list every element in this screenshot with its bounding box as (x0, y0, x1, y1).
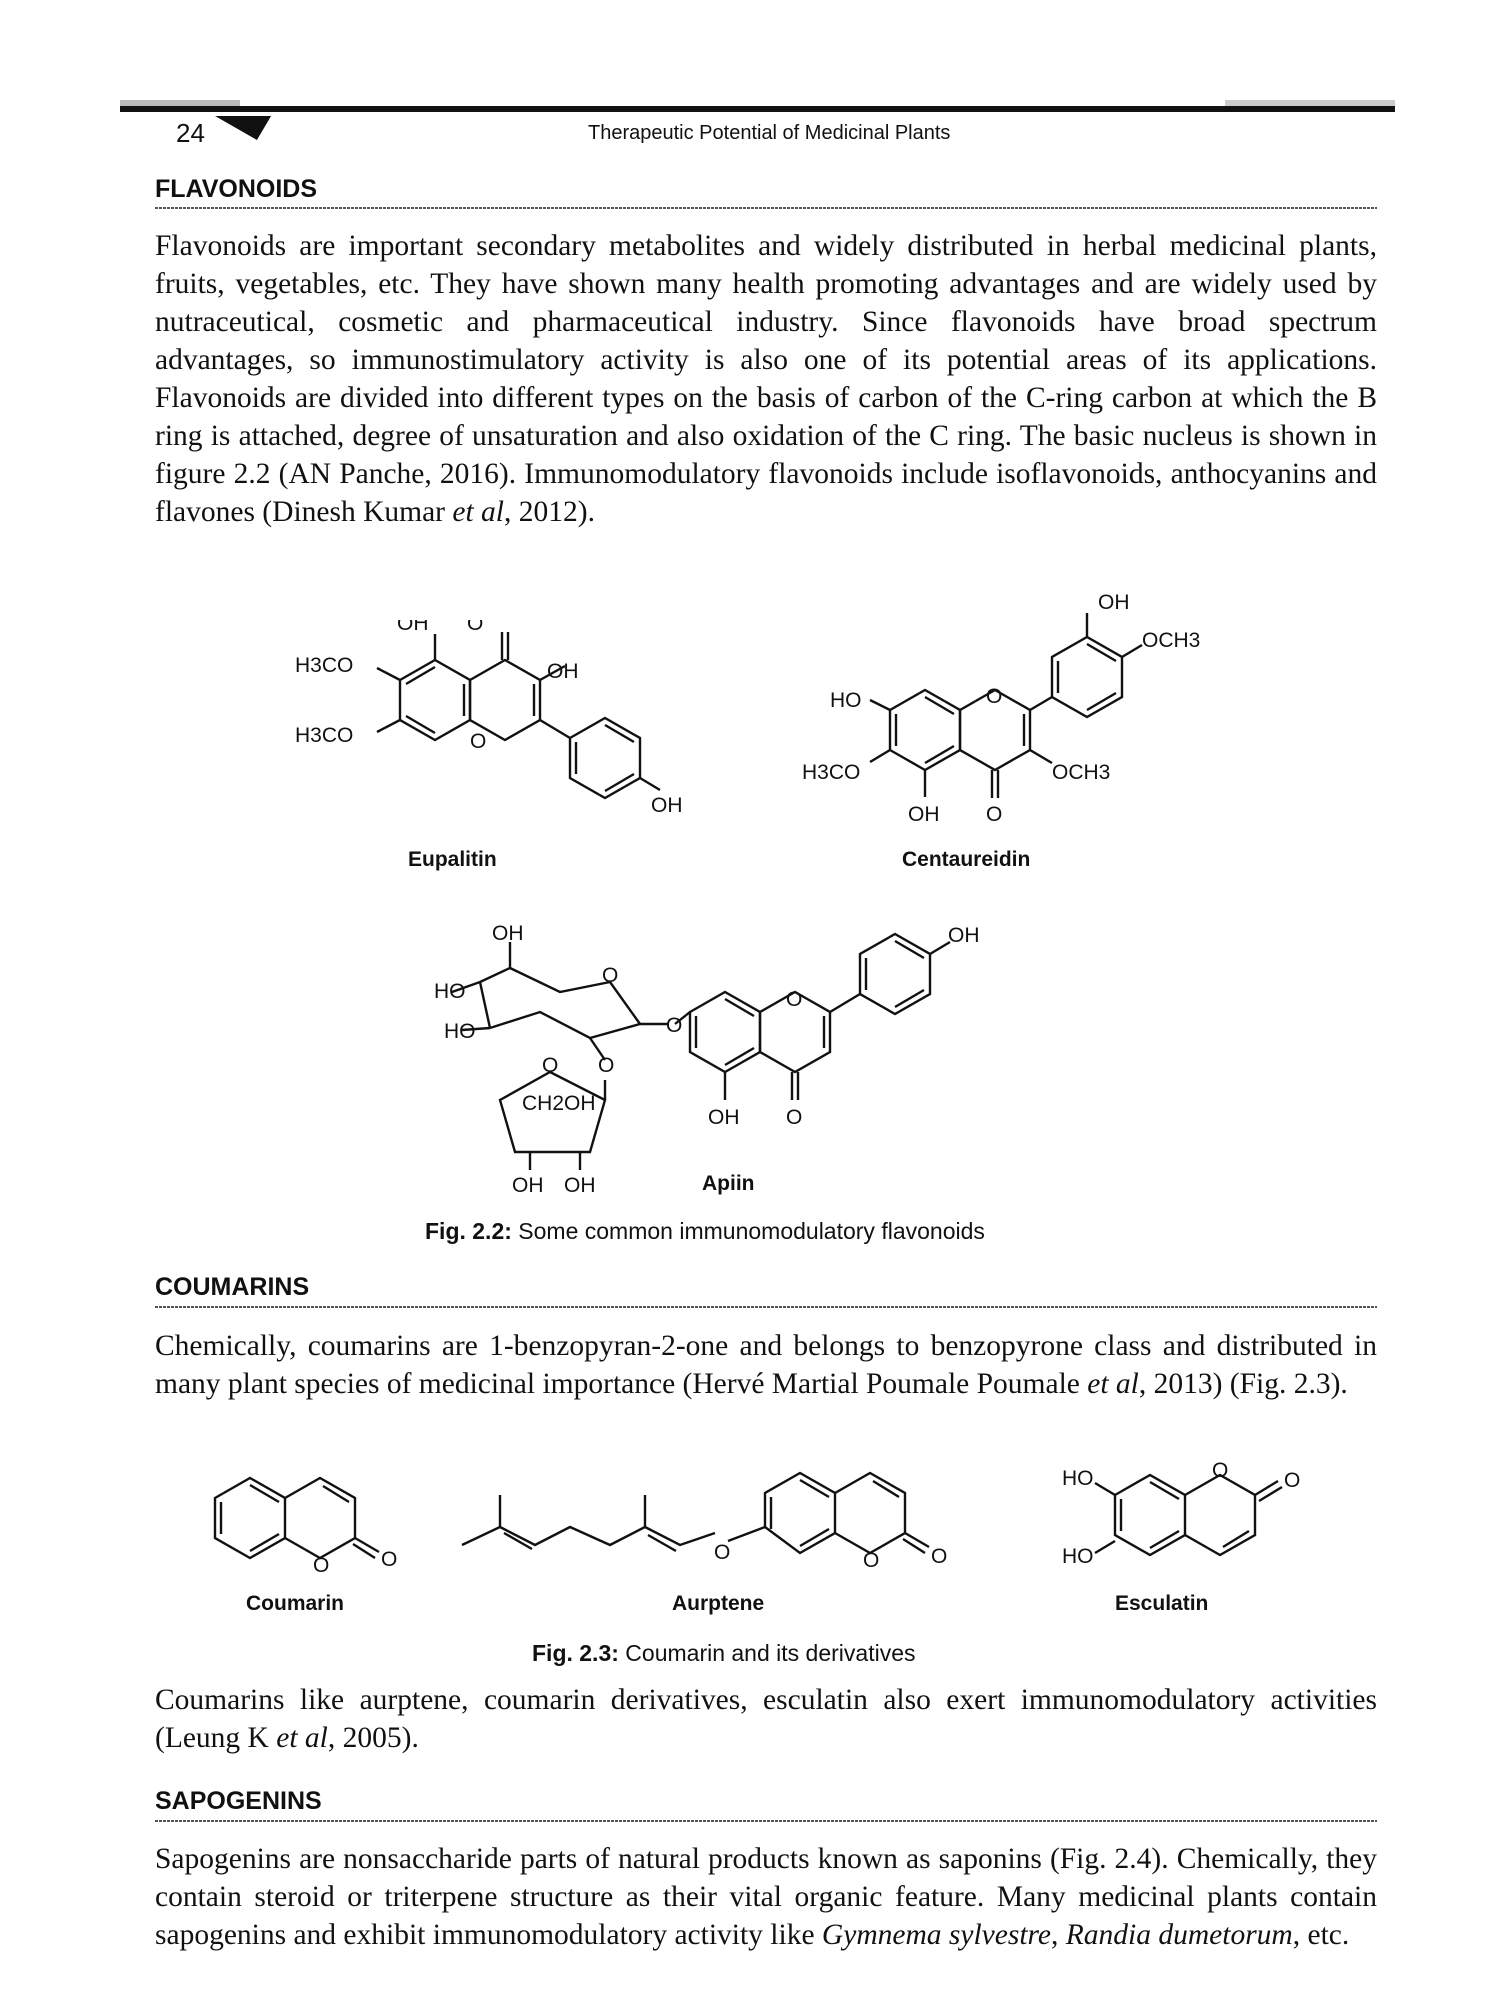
label-esculatin-o2: O (1284, 1469, 1301, 1492)
compound-name-esculatin: Esculatin (1115, 1592, 1209, 1615)
label-centaureidin-ho: HO (830, 689, 862, 712)
page-number: 24 (176, 118, 205, 148)
paragraph-coumarins: Chemically, coumarins are 1-benzopyran-2-one and belongs to benzopyrone class and distributed in many plant species of medicinal importance (Hervé Martial Poumale Poumale et al, 2013) (Fig. 2.3). (155, 1330, 1377, 1400)
label-apiin-o-pyranose: O (602, 964, 619, 987)
header-bar (120, 100, 1395, 116)
label-apiin-o-furanose: O (542, 1054, 559, 1077)
label-eupalitin-oh-top: OH (397, 620, 429, 635)
paragraph-sapogenins: Sapogenins are nonsaccharide parts of natural products known as saponins (Fig. 2.4). Chemically, they contain steroid or triterpene structure as their vital organic feature. Many medicinal plants contain sapogenins and exhibit immunomodulatory activity like Gymnema sylvestre, Randia dumetorum, etc. (155, 1843, 1377, 1951)
label-apiin-oh-a: OH (512, 1174, 544, 1197)
label-apiin-o-4: O (786, 1106, 803, 1129)
label-eupalitin-o-top: O (467, 620, 484, 635)
label-apiin-ho-1: HO (434, 980, 466, 1003)
section-heading-flavonoids: FLAVONOIDS (155, 175, 318, 203)
label-esculatin-ho2: HO (1062, 1545, 1094, 1568)
label-aurptene-o1: O (863, 1549, 880, 1572)
label-coumarin-o1: O (313, 1554, 330, 1577)
label-centaureidin-o-ring: O (986, 685, 1003, 708)
structure-aurptene (460, 1455, 1000, 1590)
compound-name-eupalitin: Eupalitin (408, 848, 497, 871)
label-aurptene-o-ether: O (714, 1541, 731, 1564)
section-rule (155, 207, 1377, 209)
figure-caption-2-3: Fig. 2.3: Coumarin and its derivatives (532, 1640, 916, 1666)
header-rule (120, 106, 1395, 112)
label-apiin-oh-b: OH (564, 1174, 596, 1197)
paragraph-coumarins-2: Coumarins like aurptene, coumarin derivatives, esculatin also exert immunomodulatory activities (Leung K et al, 2005). (155, 1684, 1377, 1754)
section-heading-coumarins: COUMARINS (155, 1273, 310, 1301)
label-apiin-o-link: O (666, 1014, 683, 1037)
label-esculatin-ho1: HO (1062, 1467, 1094, 1490)
label-apiin-oh-5: OH (708, 1106, 740, 1129)
label-eupalitin-o-ring: O (470, 730, 487, 753)
structure-centaureidin (790, 585, 1250, 850)
compound-name-apiin: Apiin (702, 1172, 755, 1195)
label-apiin-ho-2: HO (444, 1020, 476, 1043)
label-eupalitin-h3co-1: H3CO (295, 654, 354, 677)
running-title: Therapeutic Potential of Medicinal Plants (588, 122, 951, 144)
label-eupalitin-oh-para: OH (651, 794, 683, 817)
section-rule (155, 1306, 1377, 1308)
label-apiin-oh-top: OH (492, 922, 524, 945)
compound-name-coumarin: Coumarin (246, 1592, 345, 1615)
page-marker-icon (215, 116, 285, 140)
structure-eupalitin (285, 620, 705, 855)
label-esculatin-o1: O (1212, 1459, 1229, 1482)
structure-coumarin (205, 1460, 425, 1585)
label-coumarin-o2: O (381, 1548, 398, 1571)
label-centaureidin-och3: OCH3 (1052, 761, 1111, 784)
structure-esculatin (1060, 1455, 1340, 1590)
label-eupalitin-h3co-2: H3CO (295, 724, 354, 747)
structure-apiin (430, 920, 1030, 1205)
section-heading-sapogenins: SAPOGENINS (155, 1787, 322, 1815)
label-centaureidin-o-bottom: O (986, 803, 1003, 826)
label-eupalitin-oh-right: OH (547, 660, 579, 683)
figure-caption-2-2: Fig. 2.2: Some common immunomodulatory flavonoids (425, 1218, 985, 1244)
label-centaureidin-och3-top: OCH3 (1142, 629, 1201, 652)
section-rule (155, 1820, 1377, 1822)
label-apiin-o-ring: O (786, 988, 803, 1011)
label-centaureidin-h3co: H3CO (802, 761, 861, 784)
label-centaureidin-oh-top: OH (1098, 591, 1130, 614)
label-centaureidin-oh-bottom: OH (908, 803, 940, 826)
label-aurptene-o2: O (931, 1545, 948, 1568)
paragraph-flavonoids: Flavonoids are important secondary metabolites and widely distributed in herbal medicinal plants, fruits, vegetables, etc. They have shown many health promoting advantages and are widely used by nutraceutical, cosmetic and pharmaceutical industry. Since flavonoids have broad spectrum advantages, so immunostimulatory activity is also one of its potential areas of its applications. Flavonoids are divided into different types on the basis of carbon of the C-ring carbon at which the B ring is attached, degree of unsaturation and also oxidation of the C ring. The basic nucleus is shown in figure 2.2 (AN Panche, 2016). Immunomodulatory flavonoids include isoflavonoids, anthocyanins and flavones (Dinesh Kumar et al, 2012). (155, 230, 1377, 528)
label-apiin-o-glycosidic: O (598, 1054, 615, 1077)
compound-name-centaureidin: Centaureidin (902, 848, 1031, 871)
compound-name-aurptene: Aurptene (672, 1592, 765, 1615)
label-apiin-oh-para: OH (948, 924, 980, 947)
label-apiin-ch2oh: CH2OH (522, 1092, 596, 1115)
